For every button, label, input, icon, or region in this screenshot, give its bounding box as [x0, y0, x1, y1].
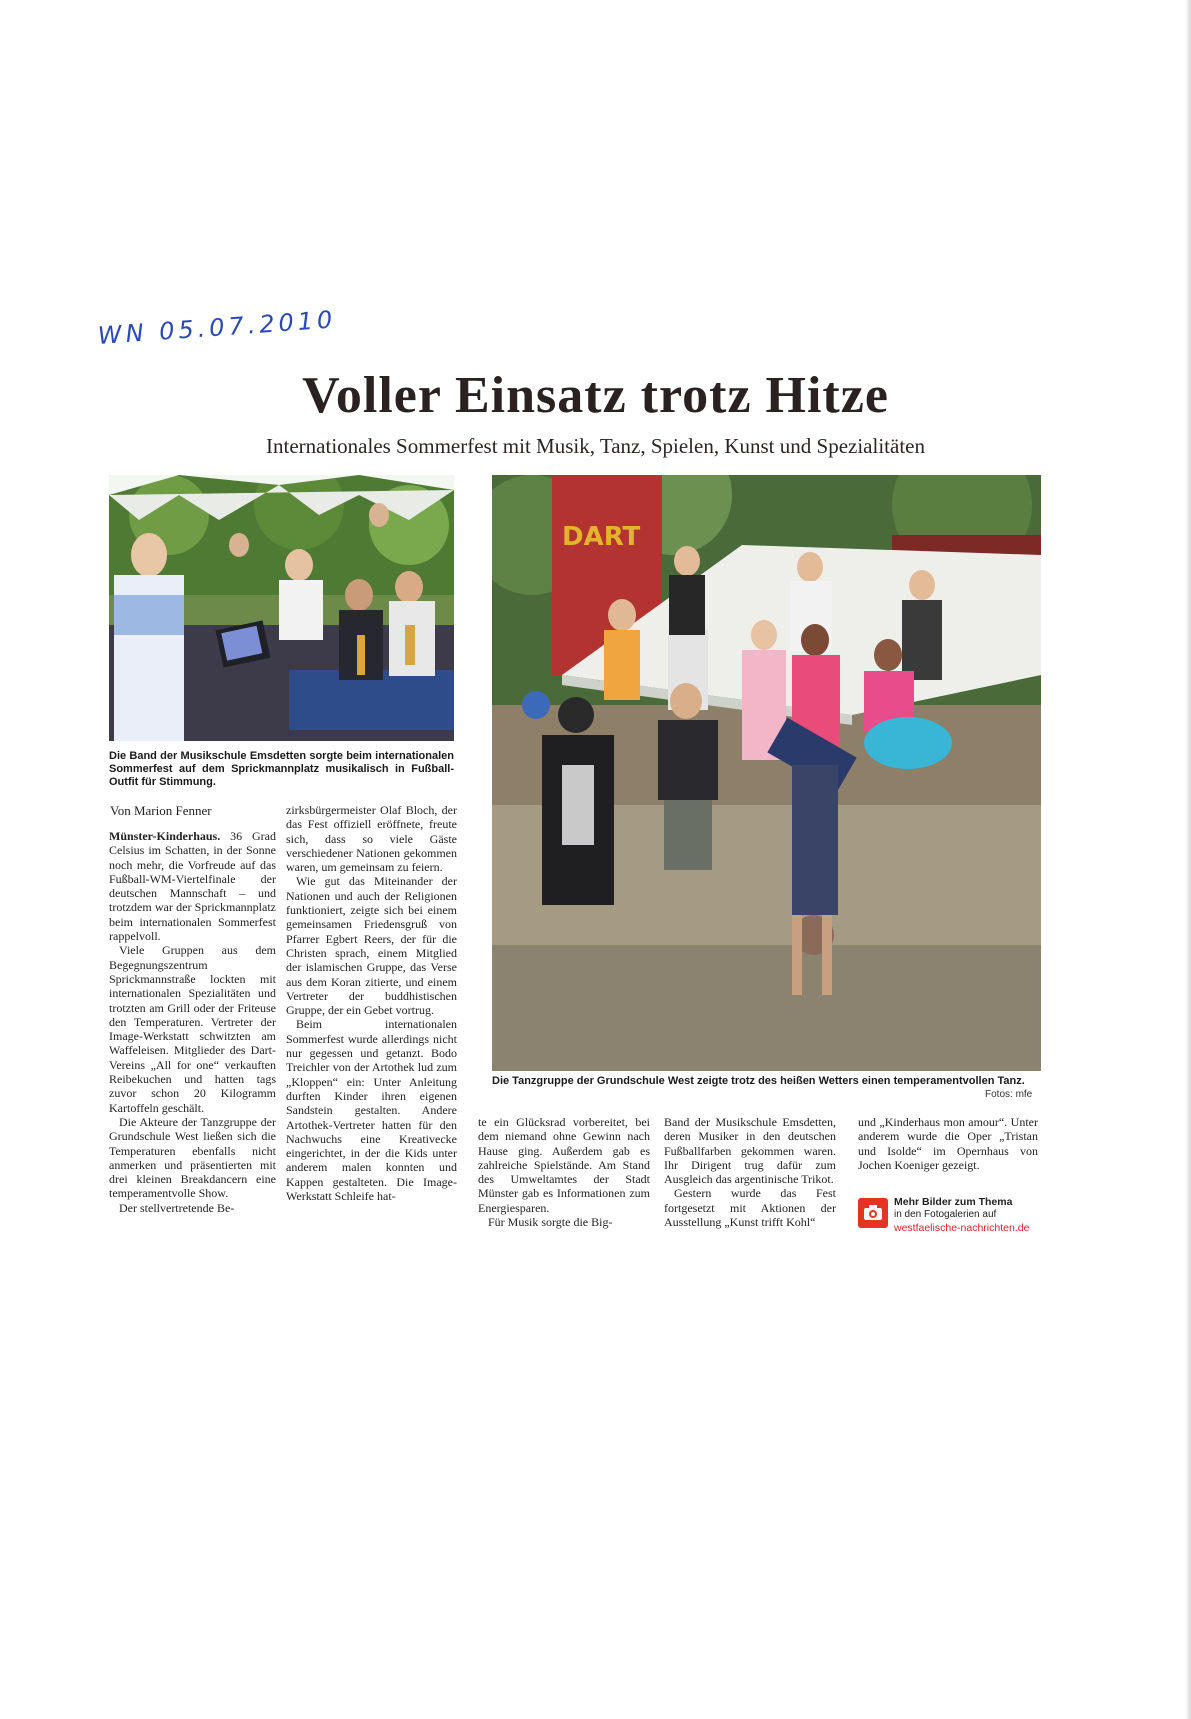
paragraph: und „Kinderhaus mon amour“. Unter anderem wurde die Oper „Tristan und Isolde“ im Opernhaus von Jochen Koeniger gezeigt. [858, 1115, 1038, 1172]
paragraph: Band der Musikschule Emsdetten, deren Musiker in den deutschen Fußballfarben gekommen waren. Ihr Dirigent trug dafür zum Ausgleich das argentinische Trikot. [664, 1115, 836, 1187]
article-subheadline: Internationales Sommerfest mit Musik, Tanz, Spielen, Kunst und Spezialitäten [266, 434, 925, 458]
photo-band [109, 475, 454, 741]
byline: Von Marion Fenner [110, 803, 212, 818]
paragraph [109, 829, 276, 943]
paragraph: Viele Gruppen aus dem Begegnungszentrum Sprickmannstraße lockten mit internationalen Spezialitäten und trotzten am Grill oder der Friteuse den Temperaturen. Vertreter der Image-Werkstatt schwitzten am Waffeleisen. Mitglieder des Dart-Vereins „All for one“ verkauften Reibekuchen und hatten tags zuvor schon 20 Kilogramm Kartoffeln geschält. [109, 943, 276, 1115]
camera-icon [858, 1198, 888, 1228]
paragraph-text: 36 Grad Celsius im Schatten, in der Sonne noch mehr, die Vorfreude auf das Fußball-WM-Viertelfinale der deutschen Mannschaft – und trotzdem war der Sprickmannplatz beim internationalen Sommerfest rappelvoll. [109, 829, 276, 944]
svg-text:DART: DART [562, 522, 641, 552]
promo-link[interactable]: westfaelische-nachrichten.de [894, 1222, 1030, 1234]
article-column-4 [664, 1115, 836, 1229]
more-photos-promo[interactable] [858, 1196, 1043, 1236]
article-column-3 [478, 1115, 650, 1229]
handwritten-date-note: WN 05.07.2010 [97, 305, 338, 350]
paragraph: Gestern wurde das Fest fortgesetzt mit Aktionen der Ausstellung „Kunst trifft Kohl“ [664, 1186, 836, 1230]
article-column-2 [286, 803, 457, 1203]
photo-credit: Fotos: mfe [985, 1089, 1033, 1100]
photo-band-caption: Die Band der Musikschule Emsdetten sorgte beim internationalen Sommerfest auf dem Sprickmannplatz musikalisch in Fußball-Outfit für Stimmung. [109, 750, 454, 788]
paragraph: Wie gut das Miteinander der Nationen und auch der Religionen funktioniert, zeigte sich bei einem gemeinsamen Friedensgruß von Pfarrer Egbert Reers, der für die Christen sprach, einem Mitglied der islamischen Gruppe, das Verse aus dem Koran zitierte, und einem Vertreter der buddhistischen Gruppe, der ein Gebet vortrug. [286, 874, 457, 1018]
promo-text: in den Fotogalerien auf [894, 1209, 997, 1220]
paragraph: Der stellvertretende Be- [119, 1200, 235, 1215]
paragraph: Für Musik sorgte die Big- [488, 1215, 613, 1230]
article-headline: Voller Einsatz trotz Hitze [302, 367, 889, 424]
paragraph: Beim internationalen Sommerfest wurde allerdings nicht nur gegessen und getanzt. Bodo Treichler von der Artothek lud zum „Kloppen“ ein: Unter Anleitung durften Kinder ihren eigenen Sandstein gestalten. Andere Artothek-Vertreter hatten für den Nachwuchs eine Kreativecke eingerichtet, in der die Kids unter anderem malen konnten und Kappen gestalteten. Die Image-Werkstatt Schleife hat- [286, 1017, 457, 1204]
paragraph: zirksbürgermeister Olaf Bloch, der das Fest offiziell eröffnete, freute sich, dass so viele Gäste verschiedener Nationen gekommen waren, um gemeinsam zu feiern. [286, 803, 457, 875]
photo-dance-caption: Die Tanzgruppe der Grundschule West zeigte trotz des heißen Wetters einen temperamentvollen Tanz. [492, 1075, 1025, 1087]
paragraph: te ein Glücksrad vorbereitet, bei dem niemand ohne Gewinn nach Hause ging. Außerdem gab es zahlreiche Spielstände. Am Stand des Umweltamtes der Stadt Münster gab es Informationen zum Energiesparen. [478, 1115, 650, 1215]
photo-dance [492, 475, 1041, 1071]
article-column-1 [109, 829, 276, 1215]
paragraph: Die Akteure der Tanzgruppe der Grundschule West ließen sich die Temperaturen ebenfalls nicht anmerken und präsentierten mit drei kleinen Breakdancern eine temperamentvolle Show. [109, 1114, 276, 1201]
promo-title: Mehr Bilder zum Thema [894, 1196, 1013, 1208]
dateline: Münster-Kinderhaus. [109, 829, 221, 843]
article-column-5 [858, 1115, 1038, 1172]
scan-page-edge [1185, 0, 1191, 1719]
